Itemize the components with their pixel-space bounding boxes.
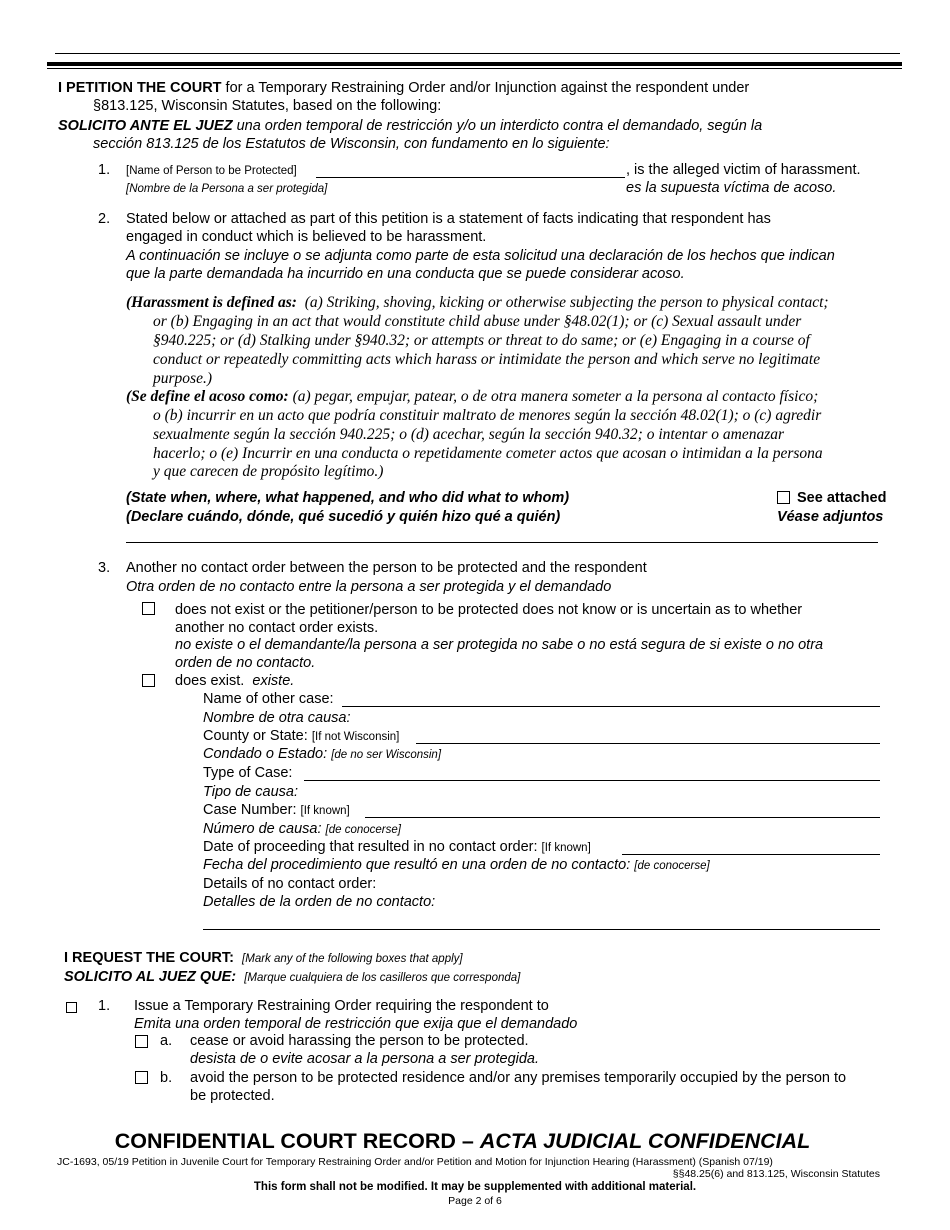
request-es-hint: [Marque cualquiera de los casilleros que corresponda] [244,972,521,984]
type-label: Type of Case: [203,765,293,781]
county-label-en: County or State: [203,728,308,744]
item2-en-line2: engaged in conduct which is believed to be harassment. [126,229,487,245]
item2-es-line2: que la parte demandada ha incurrido en una conducta que se puede considerar acoso. [126,266,685,282]
page-number: Page 2 of 6 [448,1195,502,1207]
case-number-label-es-line [203,821,401,837]
opt1-es-line1: no existe o el demandante/la persona a ser protegida no sabe o no está segura de si existe o no otra [175,637,824,653]
def-es-line1 [126,387,818,406]
def-en-lead: (Harassment is defined as: [126,294,297,311]
date-hint-en: [If known] [541,842,591,854]
county-hint-es: [de no ser Wisconsin] [331,749,442,761]
date-label [203,839,591,855]
petition-es-rest: una orden temporal de restricción y/o un interdicto contra el demandado, según la [232,118,763,134]
request1a-checkbox[interactable] [135,1035,148,1048]
opt2-en: does exist. [175,673,245,689]
confidential-en: CONFIDENTIAL COURT RECORD – [114,1129,480,1153]
case-number-hint-en: [If known] [300,805,350,817]
item1-number: 1. [98,162,111,178]
def-en-line2: or (b) Engaging in an act that would constitute child abuse under §48.02(1); or (c) Sexual assault under [153,313,802,330]
confidential-banner [0,1129,925,1154]
request-en-lead: I REQUEST THE COURT: [64,950,234,966]
petition-en-rest: for a Temporary Restraining Order and/or Injunction against the respondent under [221,80,750,96]
petition-es-lead: SOLICITO ANTE EL JUEZ [58,118,233,134]
case-number-field[interactable] [365,817,880,818]
petition-es-line2: sección 813.125 de los Estatutos de Wisconsin, con fundamento en lo siguiente: [93,136,610,152]
no-other-order-checkbox[interactable] [142,602,155,615]
request-en [64,950,463,966]
item1-suffix-es: es la supuesta víctima de acoso. [626,180,837,196]
county-label-es: Condado o Estado: [203,746,328,762]
case-number-hint-es: [de conocerse] [325,824,401,836]
county-field[interactable] [416,743,880,744]
def-es-line4: hacerlo; o (e) Incurrir en una conducta o repetidamente cometer actos que acosan o intimidan a la persona [153,445,823,462]
request1-checkbox[interactable] [66,1002,77,1013]
def-en-line3: §940.225; or (d) Stalking under §940.32; or attempts or threat to do same; or (e) Engaging in a course of [153,332,810,349]
request1-en: Issue a Temporary Restraining Order requiring the respondent to [134,998,549,1014]
request1b-letter: b. [160,1070,173,1086]
opt1-en-line2: another no contact order exists. [175,620,379,636]
opt2-es: existe. [252,673,295,689]
case-number-label [203,802,350,818]
item3-number: 3. [98,560,111,576]
other-case-name-label: Name of other case: [203,691,334,707]
top-thick-rule [47,62,902,66]
other-case-name-field[interactable] [342,706,880,707]
def-es-text-1: (a) pegar, empujar, patear, o de otra manera someter a la persona al contacto físico; [292,388,819,405]
request1b-en-line2: be protected. [190,1088,275,1104]
see-attached-es: Véase adjuntos [777,509,884,525]
item1-label-en: [Name of Person to be Protected] [126,165,297,177]
petition-en-line1 [58,80,749,96]
def-es-lead: (Se define el acoso como: [126,388,289,405]
request1a-letter: a. [160,1033,173,1049]
item2-en-line1: Stated below or attached as part of this petition is a statement of facts indicating that respondent has [126,211,771,227]
def-en-text-1: (a) Striking, shoving, kicking or otherwise subjecting the person to physical contact; [304,294,829,311]
details-label: Details of no contact order: [203,876,377,892]
details-field[interactable] [203,929,880,930]
date-label-en: Date of proceeding that resulted in no contact order: [203,839,538,855]
request-es [64,969,520,985]
petition-en-line2: §813.125, Wisconsin Statutes, based on the following: [93,98,442,114]
item3-es: Otra orden de no contacto entre la persona a ser protegida y el demandado [126,579,612,595]
request1-number: 1. [98,998,111,1014]
request-en-hint: [Mark any of the following boxes that apply] [242,953,463,965]
type-field[interactable] [304,780,880,781]
statement-line[interactable] [126,542,878,543]
request1a-es: desista de o evite acosar a la persona a ser protegida. [190,1051,540,1067]
state-instruction-en: (State when, where, what happened, and who did what to whom) [126,490,570,506]
other-order-exists-checkbox[interactable] [142,674,155,687]
county-hint-en: [If not Wisconsin] [311,731,400,743]
opt1-es-line2: orden de no contacto. [175,655,316,671]
see-attached-checkbox[interactable] [777,491,790,504]
top-thin-rule [55,53,900,54]
request-es-lead: SOLICITO AL JUEZ QUE: [64,969,237,985]
details-label-es: Detalles de la orden de no contacto: [203,894,436,910]
opt1-en-line1: does not exist or the petitioner/person to be protected does not know or is uncertain as to whether [175,602,803,618]
request1a-en: cease or avoid harassing the person to be protected. [190,1033,529,1049]
date-label-es-line [203,857,710,873]
item2-number: 2. [98,211,111,227]
type-label-es: Tipo de causa: [203,784,298,800]
item1-name-field[interactable] [316,177,625,178]
state-instruction-es: (Declare cuándo, dónde, qué sucedió y quién hizo qué a quién) [126,509,561,525]
form-id: JC-1693, 05/19 Petition in Juvenile Court for Temporary Restraining Order and/or Petition and Motion for Injunction Hearing (Harassment) (Spanish 07/19) [57,1156,773,1168]
def-en-line1 [126,293,829,312]
def-es-line3: sexualmente según la sección 940.225; o (d) acechar, según la sección 940.32; o intentar o amenazar [153,426,785,443]
def-es-line2: o (b) incurrir en un acto que podría constituir maltrato de menores según la sección 48.02(1); o (c) agredir [153,407,822,424]
confidential-es: ACTA JUDICIAL CONFIDENCIAL [479,1129,811,1153]
item2-es-line1: A continuación se incluye o se adjunta como parte de esta solicitud una declaración de los hechos que indican [126,248,835,264]
other-case-name-label-es: Nombre de otra causa: [203,710,351,726]
request1-es: Emita una orden temporal de restricción que exija que el demandado [134,1016,578,1032]
date-hint-es: [de conocerse] [634,860,710,872]
request1b-en-line1: avoid the person to be protected residence and/or any premises temporarily occupied by the person to [190,1070,847,1086]
petition-es-line1 [58,118,762,134]
top-thin-rule-2 [47,68,902,69]
def-en-line5: purpose.) [153,370,212,387]
item3-en: Another no contact order between the person to be protected and the respondent [126,560,647,576]
opt2-line [175,673,294,689]
case-number-label-en: Case Number: [203,802,297,818]
def-es-line5: y que carecen de propósito legítimo.) [153,463,384,480]
item1-suffix-en: , is the alleged victim of harassment. [626,162,861,178]
item1-label-es: [Nombre de la Persona a ser protegida] [126,183,328,195]
request1b-checkbox[interactable] [135,1071,148,1084]
case-number-label-es: Número de causa: [203,821,322,837]
county-label-es-line [203,746,441,762]
form-notice: This form shall not be modified. It may be supplemented with additional material. [253,1181,697,1193]
petition-en-lead: I PETITION THE COURT [58,80,222,96]
see-attached-en: See attached [797,490,887,506]
county-label [203,728,399,744]
date-field[interactable] [622,854,880,855]
date-label-es: Fecha del procedimiento que resultó en una orden de no contacto: [203,857,631,873]
statutes: §§48.25(6) and 813.125, Wisconsin Statutes [672,1168,880,1180]
def-en-line4: conduct or repeatedly committing acts which harass or intimidate the person and which serve no legitimate [153,351,821,368]
